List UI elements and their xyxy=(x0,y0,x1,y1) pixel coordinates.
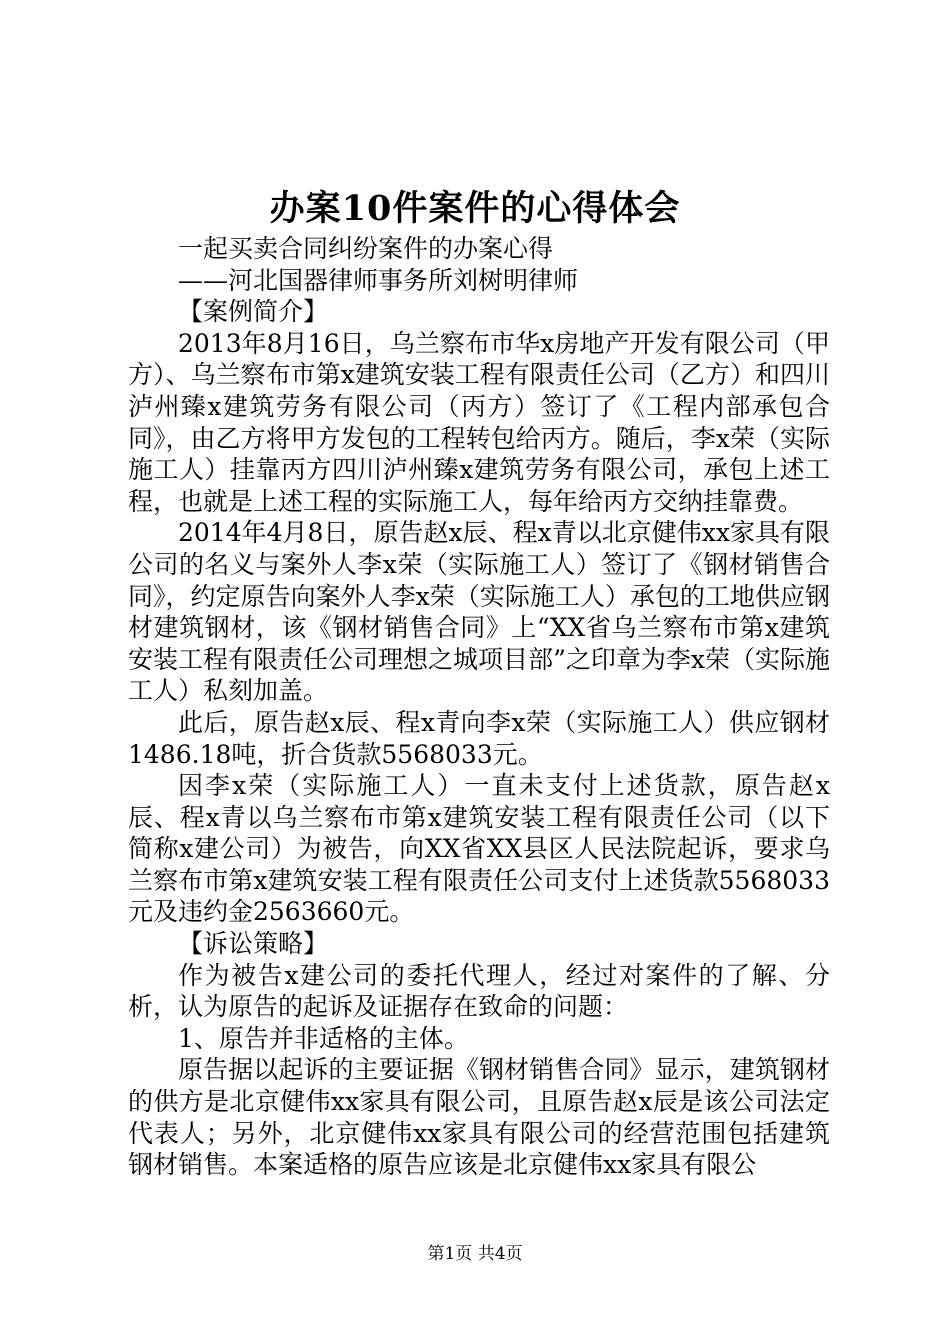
document-body xyxy=(128,233,830,1181)
paragraph-author: ——河北国器律师事务所刘树明律师 xyxy=(178,265,579,295)
list-item-point-1: 1、原告并非适格的主体。 xyxy=(178,1023,469,1053)
paragraph: 作为被告x建公司的委托代理人，经过对案件的了解、分析，认为原告的起诉及证据存在致命的问题： xyxy=(128,960,830,1022)
section-heading-case-summary: 【案例简介】 xyxy=(178,297,329,327)
paragraph: 2014年4月8日，原告赵x辰、程x青以北京健伟xx家具有限公司的名义与案外人李x荣（实际施工人）签订了《钢材销售合同》，约定原告向案外人李x荣（实际施工人）承包的工地供应钢材建筑钢材，该《钢材销售合同》上“XX省乌兰察布市第x建筑安装工程有限责任公司理想之城项目部”之印章为李x荣（实际施工人）私刻加盖。 xyxy=(128,518,830,706)
paragraph: 此后，原告赵x辰、程x青向李x荣（实际施工人）供应钢材1486.18吨，折合货款5568033元。 xyxy=(128,707,830,769)
page-title: 办案10件案件的心得体会 xyxy=(269,188,681,229)
paragraph: 2013年8月16日，乌兰察布市华x房地产开发有限公司（甲方）、乌兰察布市第x建筑安装工程有限责任公司（乙方）和四川泸州臻x建筑劳务有限公司（丙方）签订了《工程内部承包合同》，由乙方将甲方发包的工程转包给丙方。随后，李x荣（实际施工人）挂靠丙方四川泸州臻x建筑劳务有限公司，承包上述工程，也就是上述工程的实际施工人，每年给丙方交纳挂靠费。 xyxy=(128,328,830,516)
page-number: 第1页 共4页 xyxy=(427,1244,523,1264)
paragraph: 原告据以起诉的主要证据《钢材销售合同》显示，建筑钢材的供方是北京健伟xx家具有限公司，且原告赵x辰是该公司法定代表人；另外，北京健伟xx家具有限公司的经营范围包括建筑钢材销售。本案适格的原告应该是北京健伟xx家具有限公 xyxy=(128,1055,830,1180)
paragraph-subtitle: 一起买卖合同纠纷案件的办案心得 xyxy=(178,234,554,263)
section-heading-litigation-strategy: 【诉讼策略】 xyxy=(178,929,329,959)
paragraph: 因李x荣（实际施工人）一直未支付上述货款，原告赵x辰、程x青以乌兰察布市第x建筑安装工程有限责任公司（以下简称x建公司）为被告，向XX省XX县区人民法院起诉，要求乌兰察布市第x建筑安装工程有限责任公司支付上述货款5568033元及违约金2563660元。 xyxy=(128,771,830,927)
